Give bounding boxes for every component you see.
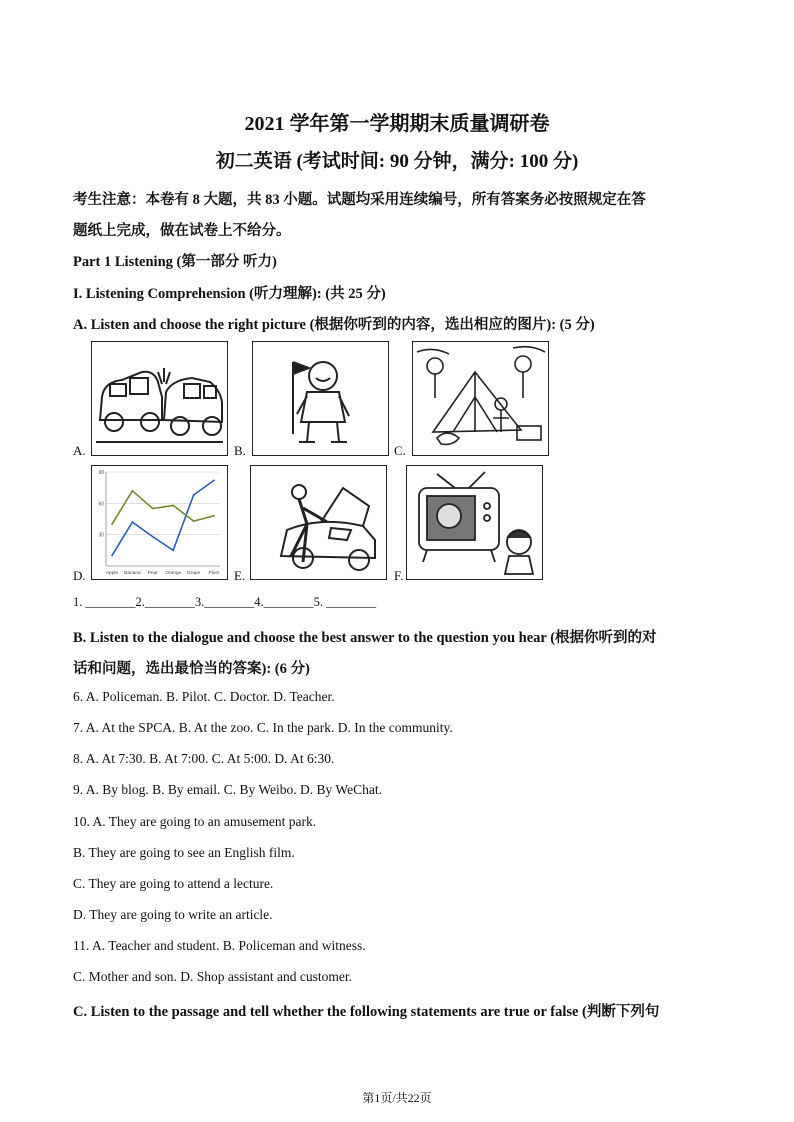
notice-line-1: 考生注意：本卷有 8 大题，共 83 小题。试题均采用连续编号，所有答案务必按照规定在答 [73, 192, 646, 208]
section-a-title: A. Listen and choose the right picture (根据你听到的内容，选出相应的图片): (5 分) [73, 317, 595, 333]
fruit-chart [92, 466, 227, 579]
section-i-title: I. Listening Comprehension (听力理解): (共 25 分) [73, 286, 386, 302]
series-1-point [213, 479, 215, 481]
section-b-title-2: 话和问题，选出最恰当的答案): (6 分) [73, 661, 310, 677]
series-line-2 [112, 491, 214, 524]
series-2-point [152, 508, 154, 510]
y-tick-label: 30 [98, 532, 104, 539]
series-line-1 [112, 480, 214, 555]
picture-label-c: C. [394, 443, 406, 458]
picture-label-b: B. [234, 443, 246, 458]
x-tick-label: Plum [208, 571, 220, 576]
question-9: 9. A. By blog. B. By email. C. By Weibo. D. By WeChat. [73, 782, 382, 797]
series-1-point [111, 555, 113, 557]
series-2-point [111, 523, 113, 525]
series-2-point [172, 505, 174, 507]
question-8: 8. A. At 7:30. B. At 7:00. C. At 5:00. D. At 6:30. [73, 751, 335, 766]
part1-title: Part 1 Listening (第一部分 听力) [73, 254, 277, 270]
section-c-title: C. Listen to the passage and tell whether the following statements are true or false (判断下列句 [73, 1004, 660, 1020]
picture-label-e: E. [234, 568, 246, 583]
picture-label-f: F. [394, 568, 404, 583]
exam-subtitle: 初二英语 (考试时间: 90 分钟，满分: 100 分) [215, 151, 579, 172]
picture-astronaut [252, 341, 389, 456]
x-tick-label: Orange [165, 571, 182, 576]
notice-line-2: 题纸上完成，做在试卷上不给分。 [73, 223, 291, 239]
series-1-point [193, 494, 195, 496]
picture-line-chart [91, 465, 228, 580]
question-11-options-cd: C. Mother and son. D. Shop assistant and customer. [73, 969, 352, 984]
page-number: 第1页/共22页 [362, 1091, 432, 1105]
exam-title: 2021 学年第一学期期末质量调研卷 [244, 113, 550, 135]
series-1-point [172, 549, 174, 551]
x-tick-label: Banana [124, 571, 141, 576]
picture-car-repair [250, 465, 387, 580]
y-tick-label: 60 [98, 501, 104, 508]
y-tick-label: 90 [98, 470, 104, 476]
answer-blanks[interactable]: 1. ________2.________3.________4.________5. ________ [73, 595, 377, 609]
picture-tv-watching [406, 465, 543, 580]
question-6: 6. A. Policeman. B. Pilot. C. Doctor. D. Teacher. [73, 689, 335, 704]
series-2-point [213, 515, 215, 517]
picture-camping [412, 341, 549, 456]
series-1-point [152, 536, 154, 538]
series-1-point [132, 521, 134, 523]
question-10-option-c: C. They are going to attend a lecture. [73, 876, 274, 891]
picture-label-d: D. [73, 568, 86, 583]
picture-car-accident [91, 341, 228, 456]
series-2-point [132, 490, 134, 492]
picture-label-a: A. [73, 443, 86, 458]
x-tick-label: Apple [105, 571, 119, 576]
x-tick-label: Grape [186, 571, 201, 576]
question-7: 7. A. At the SPCA. B. At the zoo. C. In the park. D. In the community. [73, 720, 453, 735]
question-10-option-b: B. They are going to see an English film. [73, 845, 295, 860]
section-b-title-1: B. Listen to the dialogue and choose the best answer to the question you hear (根据你听到的对 [73, 630, 657, 646]
question-11: 11. A. Teacher and student. B. Policeman and witness. [73, 938, 366, 953]
question-10: 10. A. They are going to an amusement park. [73, 814, 317, 829]
series-2-point [193, 520, 195, 522]
question-10-option-d: D. They are going to write an article. [73, 907, 273, 922]
x-tick-label: Pear [147, 571, 158, 576]
